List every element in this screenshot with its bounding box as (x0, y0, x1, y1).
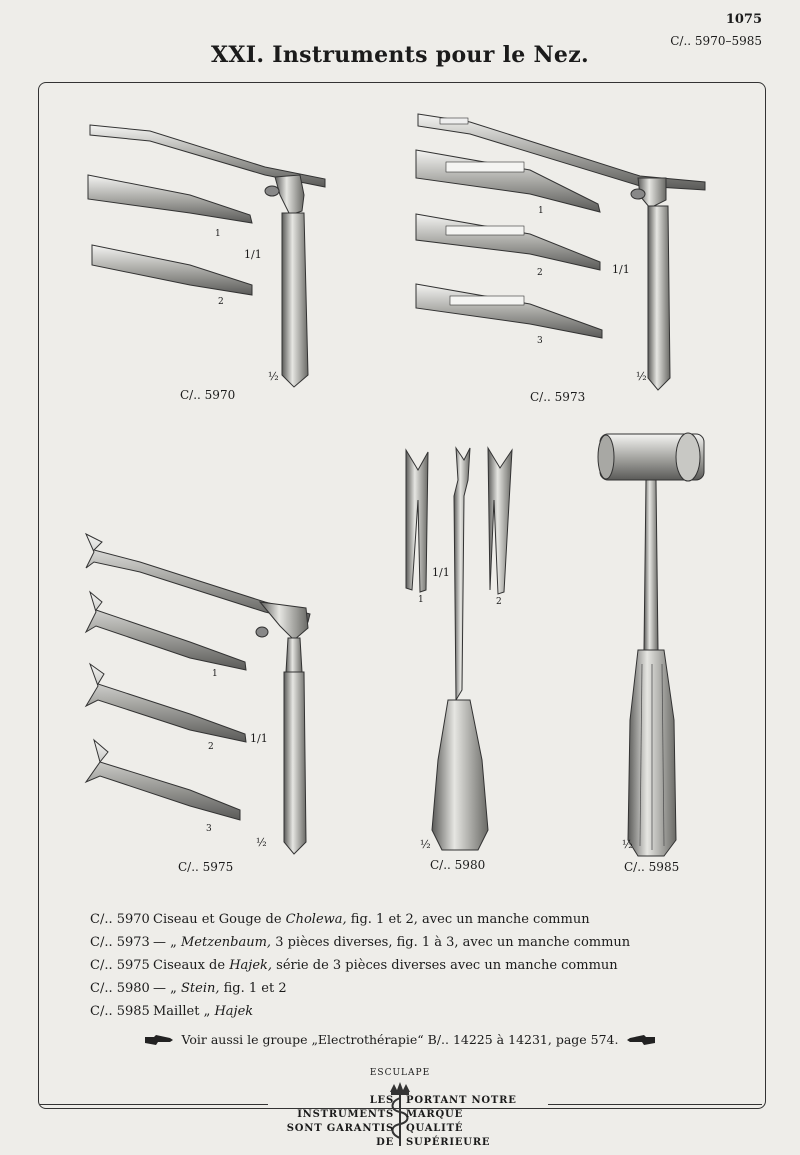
figure-5985-illustration (592, 420, 712, 860)
figure-5973-illustration (410, 108, 710, 393)
figure-5975-illustration (80, 522, 320, 862)
scale-5975-tool: 1/1 (250, 732, 268, 745)
scale-5985-handle: ½ (622, 838, 633, 851)
part-number-5975-2: 2 (208, 742, 214, 752)
description-code: C/.. 5975 (90, 958, 150, 973)
pointing-hand-right-icon (144, 1034, 174, 1046)
rule-right (548, 1104, 762, 1105)
scale-5973-handle: ½ (636, 370, 647, 383)
pointing-hand-left-icon (626, 1034, 656, 1046)
figure-5970-illustration (80, 115, 340, 395)
description-code: C/.. 5980 (90, 981, 150, 996)
guarantee-left: LES INSTRUMENTS SONT GARANTIS DE (286, 1095, 394, 1148)
scale-5973-tool: 1/1 (612, 263, 630, 276)
description-text: — „ Metzenbaum, 3 pièces diverses, fig. 1 à 3, avec un manche commun (153, 935, 631, 950)
page-title: XXI. Instruments pour le Nez. (211, 42, 589, 68)
part-number-5973-1: 1 (538, 206, 544, 216)
description-code: C/.. 5985 (90, 1004, 150, 1019)
scale-5970-tool: 1/1 (244, 248, 262, 261)
part-number-5970-2: 2 (218, 297, 224, 307)
part-number-5975-3: 3 (206, 824, 212, 834)
figure-5980-illustration (398, 440, 528, 860)
description-text: — „ Stein, fig. 1 et 2 (153, 981, 287, 996)
part-number-5980-2: 2 (496, 597, 502, 607)
rule-left (40, 1104, 268, 1105)
see-also-note (0, 1032, 800, 1047)
description-list (90, 908, 730, 1023)
figure-label-5975: C/.. 5975 (178, 860, 234, 874)
description-text: Ciseaux de Hajek, série de 3 pièces diverses avec un manche commun (153, 958, 618, 973)
description-text: Ciseau et Gouge de Cholewa, fig. 1 et 2, avec un manche commun (153, 912, 590, 927)
figure-label-5973: C/.. 5973 (530, 390, 586, 404)
catalog-range: C/.. 5970–5985 (670, 34, 762, 48)
scale-5970-handle: ½ (268, 370, 279, 383)
description-row (90, 1000, 730, 1023)
part-number-5980-1: 1 (418, 595, 424, 605)
description-text: Maillet „ Hajek (153, 1004, 254, 1019)
scale-5975-handle: ½ (256, 836, 267, 849)
description-row (90, 977, 730, 1000)
description-row (90, 908, 730, 931)
figure-label-5980: C/.. 5980 (430, 858, 486, 872)
scale-5980-handle: ½ (420, 838, 431, 851)
guarantee-right: PORTANT NOTRE MARQUE QUALITÉ SUPÉRIEURE (406, 1095, 517, 1148)
scale-5980-tool: 1/1 (432, 566, 450, 579)
see-also-text: Voir aussi le groupe „Electrothérapie“ B/.. 14225 à 14231, page 574. (181, 1032, 619, 1047)
figure-label-5985: C/.. 5985 (624, 860, 680, 874)
description-code: C/.. 5970 (90, 912, 150, 927)
part-number-5975-1: 1 (212, 669, 218, 679)
brand-name: ESCULAPE (369, 1068, 431, 1078)
description-row (90, 931, 730, 954)
description-code: C/.. 5973 (90, 935, 150, 950)
page-number: 1075 (725, 12, 762, 27)
part-number-5970-1: 1 (215, 229, 221, 239)
description-row (90, 954, 730, 977)
part-number-5973-2: 2 (537, 268, 543, 278)
part-number-5973-3: 3 (537, 336, 543, 346)
figure-label-5970: C/.. 5970 (180, 388, 236, 402)
